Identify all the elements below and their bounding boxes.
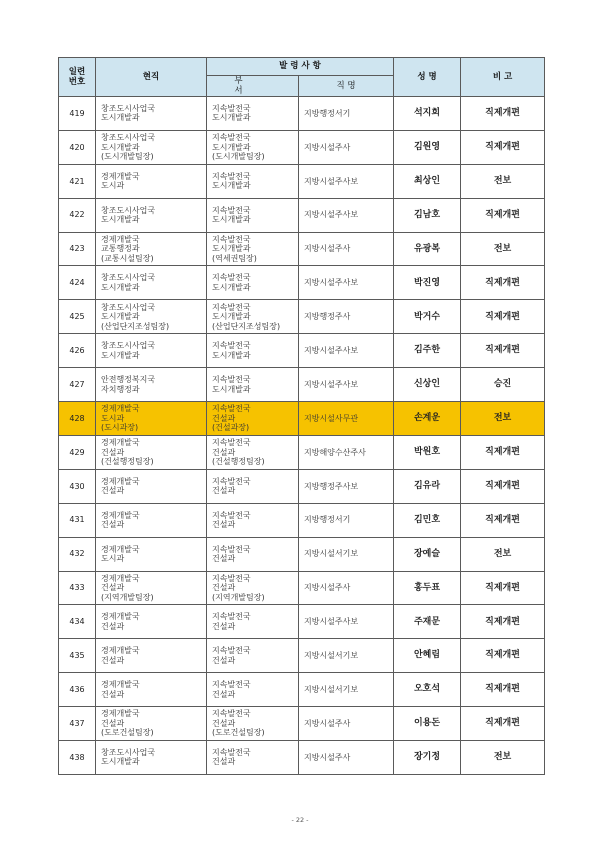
department-line: 건설과 [212, 718, 236, 728]
table-row [59, 97, 545, 131]
person-name: 홍두표 [394, 571, 461, 605]
page-number: - 22 - [291, 816, 309, 824]
table-row [59, 130, 545, 164]
current-position [96, 503, 207, 537]
current-line: 건설과 [101, 655, 125, 665]
job-title: 지방시설주사보 [299, 266, 394, 300]
serial-number: 422 [59, 198, 96, 232]
department-line: 지속발전국 [212, 544, 251, 554]
current-line: 경제개발국 [101, 476, 140, 486]
table-row [59, 435, 545, 469]
current-position [96, 232, 207, 266]
serial-number: 428 [59, 402, 96, 436]
department-line: 도시개발과 [212, 312, 251, 322]
current-position [96, 537, 207, 571]
department-line: 도시개발과 [212, 181, 251, 191]
department-line: 도시개발과 [212, 142, 251, 152]
serial-number: 427 [59, 368, 96, 402]
department-line: 지속발전국 [212, 646, 251, 656]
current-line: 건설과 [101, 689, 125, 699]
current-position [96, 435, 207, 469]
department-line: 건설과 [212, 757, 236, 767]
person-name: 오호석 [394, 673, 461, 707]
current-line: (도시개발팀장) [101, 152, 154, 162]
department-line: 도시개발과 [212, 282, 251, 292]
current-line: 도시개발과 [101, 282, 140, 292]
serial-number: 437 [59, 707, 96, 741]
serial-number: 432 [59, 537, 96, 571]
remark: 전보 [461, 164, 545, 198]
table-row [59, 266, 545, 300]
remark: 전보 [461, 232, 545, 266]
new-department [207, 130, 299, 164]
department-line: 지속발전국 [212, 438, 251, 448]
department-line: 도시개발과 [212, 384, 251, 394]
job-title: 지방행정서기 [299, 503, 394, 537]
table-row [59, 673, 545, 707]
job-title: 지방시설주사 [299, 707, 394, 741]
new-department [207, 605, 299, 639]
remark: 직제개편 [461, 435, 545, 469]
current-line: 건설과 [101, 621, 125, 631]
serial-number: 436 [59, 673, 96, 707]
department-line: 건설과 [212, 447, 236, 457]
department-line: 건설과 [212, 655, 236, 665]
department-line: 지속발전국 [212, 680, 251, 690]
department-line: (산업단지조성팀장) [212, 321, 281, 331]
current-line: 창조도시사업국 [101, 133, 156, 143]
person-name: 주재문 [394, 605, 461, 639]
department-line: 지속발전국 [212, 510, 251, 520]
serial-number: 433 [59, 571, 96, 605]
table-row [59, 232, 545, 266]
current-line: 경제개발국 [101, 612, 140, 622]
person-name: 김주한 [394, 334, 461, 368]
header-name: 성 명 [394, 58, 461, 97]
current-line: 창조도시사업국 [101, 302, 156, 312]
header-dept: 부 서 [207, 76, 299, 97]
person-name: 박원호 [394, 435, 461, 469]
current-line: 창조도시사업국 [101, 273, 156, 283]
department-line: 도시개발과 [212, 113, 251, 123]
person-name: 손계운 [394, 402, 461, 436]
header-note: 비 고 [461, 58, 545, 97]
current-line: 경제개발국 [101, 646, 140, 656]
table-row [59, 571, 545, 605]
department-line: 지속발전국 [212, 104, 251, 114]
current-position [96, 300, 207, 334]
department-line: (도시개발팀장) [212, 152, 265, 162]
current-line: 경제개발국 [101, 510, 140, 520]
department-line: 건설과 [212, 554, 236, 564]
job-title: 지방시설주사 [299, 130, 394, 164]
current-line: 경제개발국 [101, 234, 140, 244]
department-line: 건설과 [212, 583, 236, 593]
table-row [59, 605, 545, 639]
new-department [207, 334, 299, 368]
current-position [96, 571, 207, 605]
job-title: 지방시설주사보 [299, 368, 394, 402]
table-row [59, 334, 545, 368]
department-line: 건설과 [212, 621, 236, 631]
current-line: 안전행정복지국 [101, 375, 156, 385]
new-department [207, 537, 299, 571]
remark: 승진 [461, 368, 545, 402]
job-title: 지방시설주사 [299, 232, 394, 266]
new-department [207, 571, 299, 605]
current-line: 건설과 [101, 486, 125, 496]
serial-number: 419 [59, 97, 96, 131]
serial-number: 425 [59, 300, 96, 334]
table-row [59, 740, 545, 774]
person-name: 김민호 [394, 503, 461, 537]
department-line: 도시개발과 [212, 244, 251, 254]
table-row [59, 537, 545, 571]
new-department [207, 97, 299, 131]
remark: 전보 [461, 537, 545, 571]
current-position [96, 673, 207, 707]
header-serial: 일련 번호 [59, 58, 96, 97]
department-line: 도시개발과 [212, 350, 251, 360]
serial-number: 434 [59, 605, 96, 639]
serial-number: 426 [59, 334, 96, 368]
department-line: 지속발전국 [212, 709, 251, 719]
current-position [96, 707, 207, 741]
serial-number: 429 [59, 435, 96, 469]
new-department [207, 435, 299, 469]
new-department [207, 469, 299, 503]
current-line: 경제개발국 [101, 544, 140, 554]
current-line: 교통행정과 [101, 244, 140, 254]
current-position [96, 605, 207, 639]
department-line: 지속발전국 [212, 133, 251, 143]
department-line: 지속발전국 [212, 476, 251, 486]
remark: 직제개편 [461, 97, 545, 131]
serial-number: 420 [59, 130, 96, 164]
current-line: 도시개발과 [101, 350, 140, 360]
current-line: 건설과 [101, 718, 125, 728]
current-line: 도시과 [101, 413, 125, 423]
department-line: 지속발전국 [212, 302, 251, 312]
person-name: 안혜림 [394, 639, 461, 673]
current-line: (산업단지조성팀장) [101, 321, 170, 331]
job-title: 지방해양수산주사 [299, 435, 394, 469]
remark: 직제개편 [461, 673, 545, 707]
department-line: 지속발전국 [212, 747, 251, 757]
new-department [207, 266, 299, 300]
department-line: (역세권팀장) [212, 253, 257, 263]
remark: 직제개편 [461, 707, 545, 741]
new-department [207, 402, 299, 436]
department-line: 건설과 [212, 486, 236, 496]
table-row [59, 639, 545, 673]
current-line: (건설행정팀장) [101, 457, 154, 467]
header-position: 직 명 [299, 76, 394, 97]
new-department [207, 639, 299, 673]
new-department [207, 707, 299, 741]
serial-number: 424 [59, 266, 96, 300]
current-line: 창조도시사업국 [101, 341, 156, 351]
current-position [96, 97, 207, 131]
header-appointment: 발 령 사 항 [207, 58, 394, 76]
department-line: 지속발전국 [212, 273, 251, 283]
new-department [207, 503, 299, 537]
remark: 직제개편 [461, 605, 545, 639]
current-line: 자치행정과 [101, 384, 140, 394]
current-line: 경제개발국 [101, 171, 140, 181]
current-line: 도시과 [101, 181, 125, 191]
serial-number: 438 [59, 740, 96, 774]
current-line: 경제개발국 [101, 709, 140, 719]
department-line: 지속발전국 [212, 375, 251, 385]
department-line: (지역개발팀장) [212, 592, 265, 602]
job-title: 지방시설주사보 [299, 605, 394, 639]
table-row [59, 707, 545, 741]
current-position [96, 402, 207, 436]
current-line: 창조도시사업국 [101, 747, 156, 757]
remark: 직제개편 [461, 300, 545, 334]
new-department [207, 164, 299, 198]
person-name: 신상인 [394, 368, 461, 402]
department-line: 지속발전국 [212, 341, 251, 351]
current-line: 경제개발국 [101, 573, 140, 583]
department-line: 건설과 [212, 413, 236, 423]
job-title: 지방시설서기보 [299, 673, 394, 707]
person-name: 이용돈 [394, 707, 461, 741]
current-line: 도시개발과 [101, 113, 140, 123]
remark: 직제개편 [461, 266, 545, 300]
current-line: 도시개발과 [101, 142, 140, 152]
new-department [207, 300, 299, 334]
table-row [59, 503, 545, 537]
current-line: (교통시설팀장) [101, 253, 154, 263]
table-row [59, 198, 545, 232]
job-title: 지방시설주사보 [299, 164, 394, 198]
person-name: 최상인 [394, 164, 461, 198]
serial-number: 430 [59, 469, 96, 503]
person-name: 박거수 [394, 300, 461, 334]
personnel-table [58, 57, 545, 775]
header-current: 현직 [96, 58, 207, 97]
current-line: 건설과 [101, 447, 125, 457]
person-name: 석지희 [394, 97, 461, 131]
table-row [59, 164, 545, 198]
remark: 직제개편 [461, 469, 545, 503]
department-line: 건설과 [212, 520, 236, 530]
department-line: 지속발전국 [212, 234, 251, 244]
current-line: 도시개발과 [101, 215, 140, 225]
department-line: 지속발전국 [212, 205, 251, 215]
table-row [59, 368, 545, 402]
current-position [96, 130, 207, 164]
current-line: 도시과 [101, 554, 125, 564]
remark: 전보 [461, 740, 545, 774]
current-line: 건설과 [101, 583, 125, 593]
current-line: 경제개발국 [101, 438, 140, 448]
department-line: 지속발전국 [212, 404, 251, 414]
department-line: 지속발전국 [212, 171, 251, 181]
remark: 전보 [461, 402, 545, 436]
serial-number: 421 [59, 164, 96, 198]
person-name: 김남호 [394, 198, 461, 232]
current-position [96, 740, 207, 774]
department-line: 건설과 [212, 689, 236, 699]
job-title: 지방시설사무관 [299, 402, 394, 436]
current-line: 건설과 [101, 520, 125, 530]
current-position [96, 198, 207, 232]
remark: 직제개편 [461, 639, 545, 673]
new-department [207, 368, 299, 402]
person-name: 유광복 [394, 232, 461, 266]
job-title: 지방시설주사 [299, 740, 394, 774]
job-title: 지방행정주사 [299, 300, 394, 334]
new-department [207, 740, 299, 774]
person-name: 김원영 [394, 130, 461, 164]
department-line: 지속발전국 [212, 612, 251, 622]
serial-number: 435 [59, 639, 96, 673]
remark: 직제개편 [461, 334, 545, 368]
current-position [96, 164, 207, 198]
current-position [96, 266, 207, 300]
remark: 직제개편 [461, 571, 545, 605]
remark: 직제개편 [461, 198, 545, 232]
serial-number: 423 [59, 232, 96, 266]
current-line: (도시과장) [101, 423, 139, 433]
current-position [96, 368, 207, 402]
current-line: 창조도시사업국 [101, 205, 156, 215]
job-title: 지방시설주사보 [299, 334, 394, 368]
current-position [96, 334, 207, 368]
remark: 직제개편 [461, 130, 545, 164]
current-line: 창조도시사업국 [101, 104, 156, 114]
job-title: 지방행정주사보 [299, 469, 394, 503]
job-title: 지방시설서기보 [299, 537, 394, 571]
remark: 직제개편 [461, 503, 545, 537]
current-position [96, 639, 207, 673]
current-line: 경제개발국 [101, 680, 140, 690]
job-title: 지방시설서기보 [299, 639, 394, 673]
new-department [207, 232, 299, 266]
new-department [207, 198, 299, 232]
job-title: 지방시설주사 [299, 571, 394, 605]
job-title: 지방시설주사보 [299, 198, 394, 232]
current-line: (지역개발팀장) [101, 592, 154, 602]
department-line: (건설과장) [212, 423, 250, 433]
department-line: (도로건설팀장) [212, 728, 265, 738]
current-line: 도시개발과 [101, 757, 140, 767]
current-line: 도시개발과 [101, 312, 140, 322]
department-line: 지속발전국 [212, 573, 251, 583]
table-row [59, 300, 545, 334]
current-line: 경제개발국 [101, 404, 140, 414]
job-title: 지방행정서기 [299, 97, 394, 131]
department-line: 도시개발과 [212, 215, 251, 225]
department-line: (건설행정팀장) [212, 457, 265, 467]
new-department [207, 673, 299, 707]
serial-number: 431 [59, 503, 96, 537]
person-name: 장기정 [394, 740, 461, 774]
current-line: (도로건설팀장) [101, 728, 154, 738]
person-name: 김유라 [394, 469, 461, 503]
table-row [59, 469, 545, 503]
current-position [96, 469, 207, 503]
person-name: 박진영 [394, 266, 461, 300]
person-name: 장예슬 [394, 537, 461, 571]
table-row [59, 402, 545, 436]
